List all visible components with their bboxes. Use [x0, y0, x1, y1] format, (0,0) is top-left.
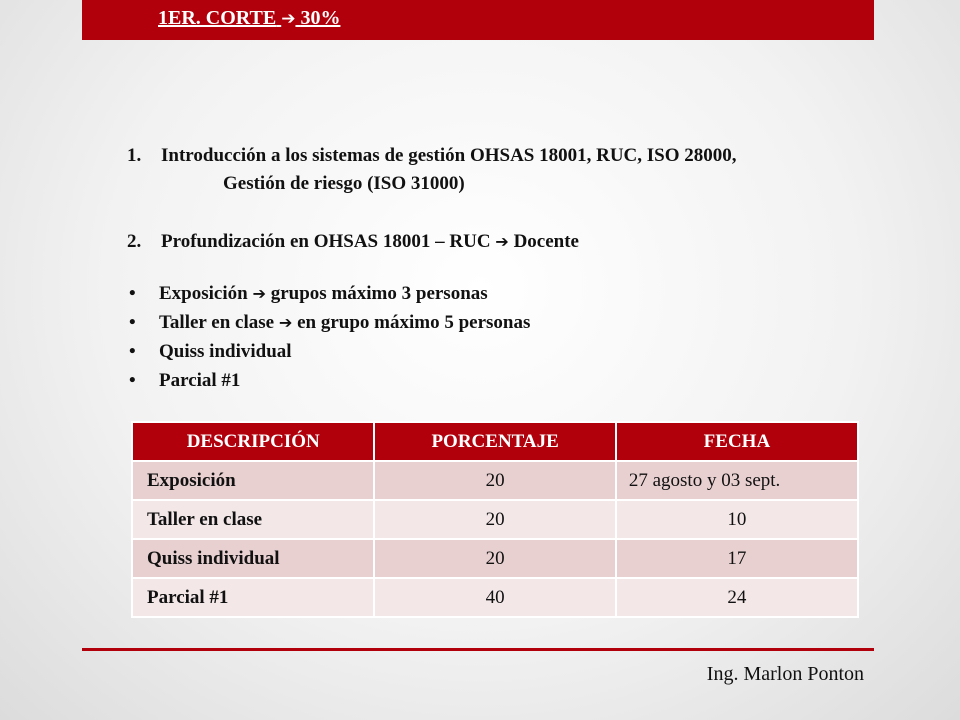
cell-descripcion: Exposición [132, 461, 374, 500]
table-row [132, 539, 858, 578]
item-number: 2. [127, 231, 142, 252]
bullet: • [129, 341, 136, 362]
item-text-after: Docente [513, 231, 579, 252]
arrow-right-icon: ➔ [495, 232, 509, 251]
item-number: 1. [127, 145, 142, 166]
table-row [132, 461, 858, 500]
cell-descripcion: Taller en clase [132, 500, 374, 539]
bullet-text-after: en grupo máximo 5 personas [297, 312, 531, 333]
cell-porcentaje: 20 [374, 539, 615, 578]
slide-title-text: 1ER. CORTE [158, 7, 277, 29]
slide-content [127, 142, 917, 396]
bullet: • [129, 283, 136, 304]
cell-descripcion: Quiss individual [132, 539, 374, 578]
item-text: Profundización en OHSAS 18001 – RUC [161, 231, 491, 252]
cell-fecha: 24 [616, 578, 858, 617]
bullet-text: Taller en clase [159, 312, 275, 333]
header-bar [82, 0, 874, 40]
bullet-text: Parcial #1 [159, 370, 241, 391]
item-text-line2: Gestión de riesgo (ISO 31000) [223, 173, 465, 194]
table-header-row [132, 422, 858, 461]
numbered-item-1 [127, 142, 917, 198]
cell-fecha: 27 agosto y 03 sept. [616, 461, 858, 500]
cell-descripcion: Parcial #1 [132, 578, 374, 617]
footer-author: Ing. Marlon Ponton [706, 663, 864, 685]
bullet-list [127, 280, 917, 396]
arrow-right-icon: ➔ [278, 313, 293, 332]
list-item [127, 338, 917, 367]
footer-divider [82, 648, 874, 651]
grades-table [131, 421, 859, 618]
arrow-right-icon: ➔ [281, 9, 296, 29]
list-item [127, 309, 917, 338]
cell-porcentaje: 40 [374, 578, 615, 617]
item-text-line1: Introducción a los sistemas de gestión OHSAS 18001, RUC, ISO 28000, [161, 145, 737, 166]
cell-porcentaje: 20 [374, 500, 615, 539]
bullet-text: Exposición [159, 283, 248, 304]
list-item [127, 367, 917, 396]
arrow-right-icon: ➔ [252, 284, 266, 303]
bullet: • [129, 370, 136, 391]
bullet: • [129, 312, 136, 333]
list-item [127, 280, 917, 309]
table-row [132, 500, 858, 539]
slide-title [158, 7, 340, 30]
column-header-fecha: FECHA [616, 422, 858, 461]
table-row [132, 578, 858, 617]
numbered-item-2 [127, 228, 917, 256]
bullet-text-after: grupos máximo 3 personas [270, 283, 488, 304]
column-header-descripcion: DESCRIPCIÓN [132, 422, 374, 461]
slide-title-percent: 30% [300, 7, 341, 29]
cell-porcentaje: 20 [374, 461, 615, 500]
column-header-porcentaje: PORCENTAJE [374, 422, 615, 461]
bullet-text: Quiss individual [159, 341, 292, 362]
cell-fecha: 10 [616, 500, 858, 539]
cell-fecha: 17 [616, 539, 858, 578]
